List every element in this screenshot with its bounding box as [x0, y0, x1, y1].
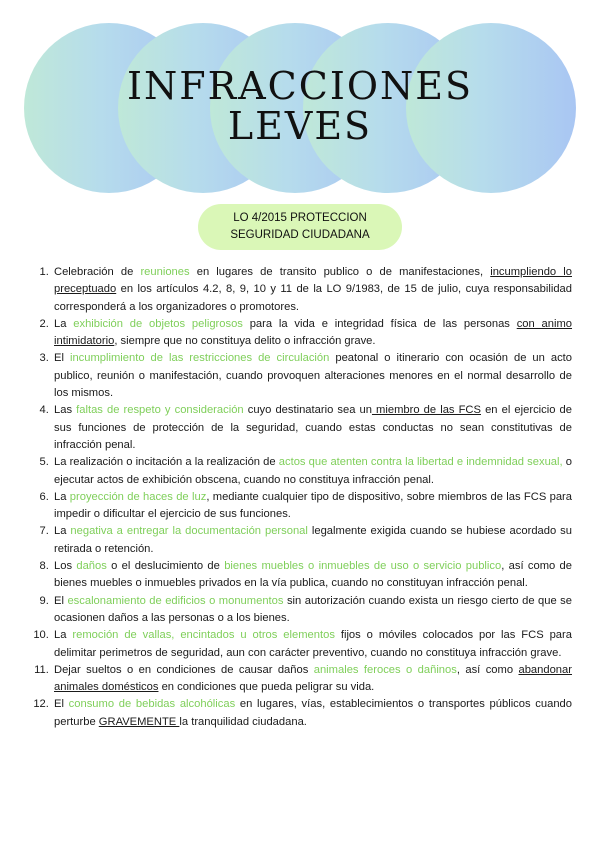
item-underline: abandonar animales domésticos	[54, 663, 572, 694]
list-item	[52, 523, 572, 558]
item-highlight: faltas de respeto y consideración	[76, 404, 244, 417]
item-highlight: escalonamiento de edificios o monumentos	[67, 594, 284, 607]
badge-line-1: LO 4/2015 PROTECCION	[233, 212, 367, 224]
item-highlight: daños	[76, 560, 107, 573]
list-item	[52, 489, 572, 524]
item-text: , así como	[456, 663, 519, 676]
item-highlight: incumplimiento de las restricciones de circulación	[69, 352, 330, 365]
item-text: en condiciones que pueda peligrar su vida.	[158, 681, 375, 694]
badge-line-2: SEGURIDAD CIUDADANA	[230, 229, 370, 241]
item-highlight: reuniones	[140, 266, 190, 278]
list-item	[52, 662, 572, 697]
item-text: la tranquilidad ciudadana.	[179, 715, 307, 728]
item-highlight: proyección de haces de luz	[69, 490, 207, 503]
item-text: o ejecutar actos de exhibición obscena, cuando no constituya infracción penal.	[54, 456, 572, 486]
title-line-1: INFRACCIONES	[126, 64, 474, 108]
item-text: cuyo destinatario sea un	[243, 404, 372, 417]
title-line-2: LEVES	[227, 104, 373, 148]
item-highlight: negativa a entregar la documentación personal	[70, 525, 308, 538]
item-highlight: actos que atenten contra la libertad e indemnidad sexual,	[278, 456, 563, 469]
infractions-list	[28, 264, 572, 731]
item-text: La	[54, 317, 74, 330]
item-highlight: animales feroces o dañinos	[313, 663, 457, 676]
list-item	[52, 558, 572, 593]
item-text: Los	[54, 560, 77, 573]
item-highlight: bienes muebles o inmuebles de uso o servicio publico	[224, 560, 502, 573]
list-item	[52, 350, 572, 402]
item-text: o el deslucimiento de	[106, 560, 225, 573]
item-text: Celebración de	[54, 266, 141, 278]
item-text: El	[54, 352, 70, 365]
list-item	[52, 593, 572, 628]
item-underline: GRAVEMENTE	[98, 715, 180, 728]
item-text: , así como de bienes muebles o inmuebles privados en la vía publica, cuando no constituyan infracción penal.	[54, 560, 572, 590]
list-item	[52, 264, 572, 316]
item-text: peatonal o itinerario con ocasión de un acto publico, reunión o manifestación, cuando provoquen alteraciones menores en el normal desarrollo de los mismos.	[54, 352, 572, 400]
list-item	[52, 316, 572, 351]
item-text: La	[54, 490, 70, 503]
item-text: La	[54, 525, 71, 538]
item-text: La	[54, 629, 73, 642]
item-text: El	[54, 698, 69, 711]
item-underline: con animo intimidatorio	[54, 317, 573, 348]
item-text: sin autorización cuando exista un riesgo cierto de que se ocasionen daños a las personas o a los bienes.	[54, 594, 572, 624]
list-item	[52, 454, 572, 489]
item-text: en los artículos 4.2, 8, 9, 10 y 11 de la LO 9/1983, de 15 de julio, cuya responsabilidad corresponderá a los organizadores o promotores.	[54, 283, 572, 313]
item-text: Dejar sueltos o en condiciones de causar daños	[54, 663, 314, 676]
page-title	[0, 66, 600, 146]
item-underline: miembro de las FCS	[371, 404, 481, 417]
item-text: para la vida e integridad física de las personas	[242, 317, 517, 330]
item-text: , siempre que no constituya delito o infracción grave.	[114, 335, 376, 348]
item-text: en lugares, vías, establecimientos o transportes públicos cuando perturbe	[54, 698, 573, 728]
item-text: , mediante cualquier tipo de dispositivo, sobre miembros de las FCS para impedir o dificultar el ejercicio de sus funciones.	[54, 490, 573, 521]
law-reference-badge	[198, 204, 402, 250]
list-item	[52, 402, 572, 454]
item-text: en el ejercicio de sus funciones de protección de la seguridad, cuando estas conductas no sean constitutivas de infracción penal.	[54, 404, 572, 451]
item-text: legalmente exigida cuando se hubiese acordado su retirada o retención.	[54, 525, 572, 555]
item-text: El	[54, 594, 68, 607]
item-highlight: remoción de vallas, encintados u otros elementos	[72, 629, 335, 642]
item-underline: incumpliendo lo preceptuado	[54, 266, 572, 296]
item-text: en lugares de transito publico o de manifestaciones,	[189, 266, 491, 278]
list-item	[52, 627, 572, 662]
list-item	[52, 696, 572, 731]
item-text: fijos o móviles colocados por las FCS para delimitar perimetros de seguridad, aun con carácter preventivo, cuando no constituya infracción grave.	[54, 629, 572, 659]
item-highlight: consumo de bebidas alcohólicas	[68, 698, 236, 711]
item-highlight: exhibición de objetos peligrosos	[73, 317, 243, 330]
item-text: La realización o incitación a la realización de	[54, 456, 279, 469]
item-text: Las	[54, 404, 77, 417]
